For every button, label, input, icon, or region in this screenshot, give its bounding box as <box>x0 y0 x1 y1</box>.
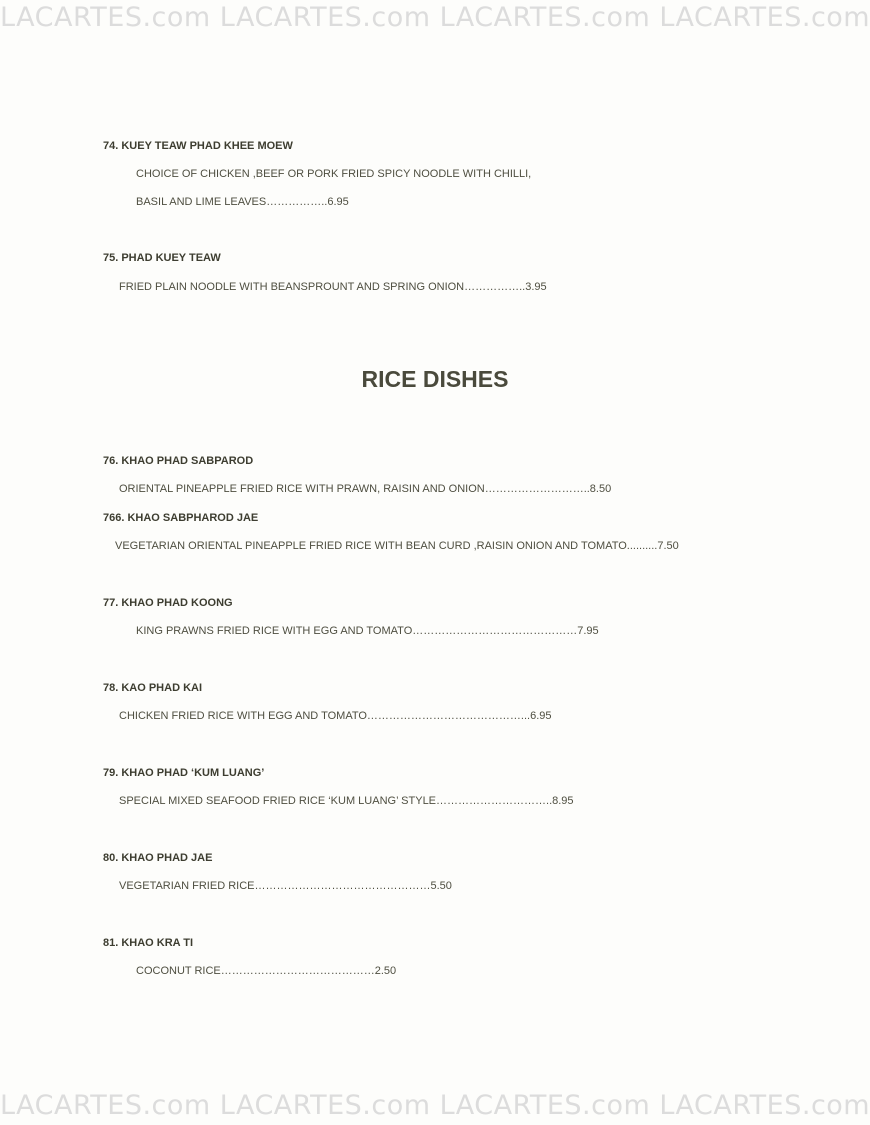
menu-item-description: CHICKEN FRIED RICE WITH EGG AND TOMATO……………………………………...6.95 <box>119 710 552 722</box>
menu-item-description: BASIL AND LIME LEAVES……………..6.95 <box>136 196 349 208</box>
menu-item-title: 78. KAO PHAD KAI <box>103 682 203 694</box>
menu-item-title: 79. KHAO PHAD ‘KUM LUANG’ <box>103 767 265 779</box>
menu-item-description: VEGETARIAN ORIENTAL PINEAPPLE FRIED RICE WITH BEAN CURD ,RAISIN ONION AND TOMATO..........7.50 <box>115 540 679 552</box>
menu-item-title: 766. KHAO SABPHAROD JAE <box>103 512 259 524</box>
menu-item-title: 75. PHAD KUEY TEAW <box>103 252 221 264</box>
menu-item-title: 80. KHAO PHAD JAE <box>103 852 213 864</box>
menu-item-description: VEGETARIAN FRIED RICE…………………………………………5.50 <box>119 880 452 892</box>
watermark-top: LACARTES.com LACARTES.com LACARTES.com LACARTES.com <box>0 2 870 33</box>
menu-item-description: KING PRAWNS FRIED RICE WITH EGG AND TOMATO………………………………………7.95 <box>136 625 599 637</box>
section-heading: RICE DISHES <box>361 366 509 392</box>
watermark-bottom: LACARTES.com LACARTES.com LACARTES.com LACARTES.com <box>0 1090 870 1121</box>
menu-item-description: SPECIAL MIXED SEAFOOD FRIED RICE ‘KUM LUANG’ STYLE…………………………..8.95 <box>119 795 574 807</box>
menu-item-description: FRIED PLAIN NOODLE WITH BEANSPROUNT AND SPRING ONION……………..3.95 <box>119 281 547 293</box>
menu-item-description: CHOICE OF CHICKEN ,BEEF OR PORK FRIED SPICY NOODLE WITH CHILLI, <box>136 168 532 180</box>
menu-item-title: 81. KHAO KRA TI <box>103 937 194 949</box>
menu-item-title: 76. KHAO PHAD SABPAROD <box>103 455 254 467</box>
menu-item-title: 77. KHAO PHAD KOONG <box>103 597 233 609</box>
menu-item-title: 74. KUEY TEAW PHAD KHEE MOEW <box>103 140 293 152</box>
menu-item-description: COCONUT RICE……………………………………2.50 <box>136 965 397 977</box>
menu-item-description: ORIENTAL PINEAPPLE FRIED RICE WITH PRAWN, RAISIN AND ONION………………………..8.50 <box>119 483 612 495</box>
